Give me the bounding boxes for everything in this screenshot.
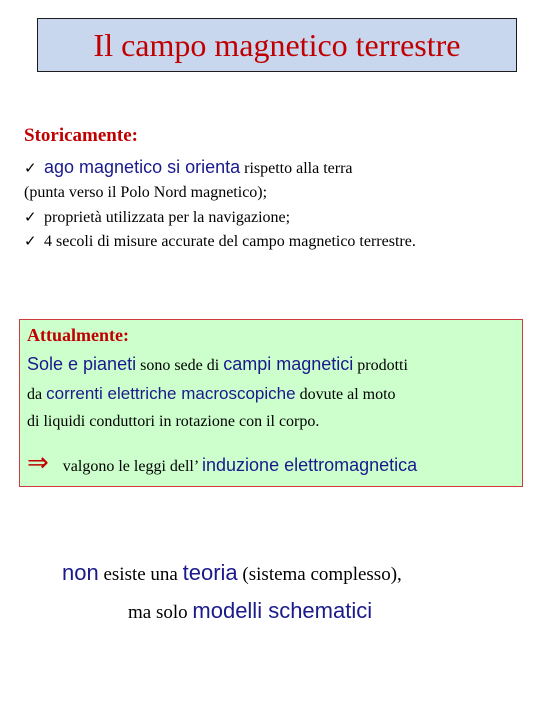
checkmark-icon: ✓: [24, 208, 37, 226]
sun-planets-text: Sole e pianeti: [27, 354, 137, 374]
em-induction-text: induzione elettromagnetica: [202, 455, 418, 475]
current-line-1-b: sono sede di: [140, 357, 220, 374]
current-box: [19, 319, 523, 487]
current-line-2-c: dovute al: [299, 386, 359, 403]
historical-item-1-rest: rispetto alla terra: [244, 160, 353, 177]
historical-item-3: [24, 232, 416, 251]
current-line-1-d: prodotti: [357, 357, 408, 374]
non-text: non: [62, 560, 99, 585]
current-line-4: [27, 448, 417, 478]
conclusion-line-2: [128, 598, 372, 624]
conclusion-line-2-a: ma solo: [128, 602, 188, 623]
implies-arrow-icon: ⇒: [27, 448, 49, 478]
historical-item-1: [24, 157, 353, 178]
macroscopic-currents-text: correnti elettriche macroscopiche: [46, 384, 296, 403]
conclusion-line-1-d: (sistema complesso),: [242, 564, 402, 585]
historical-heading: Storicamente:: [24, 125, 138, 146]
conclusion-line-1: [62, 560, 402, 586]
theory-text: teoria: [182, 560, 238, 585]
checkmark-icon: ✓: [24, 232, 37, 250]
current-line-3: di liquidi conduttori in rotazione con il corpo.: [27, 413, 320, 430]
conclusion-line-1-b: esiste una: [103, 564, 178, 585]
current-line-2-a: da: [27, 386, 43, 403]
magnetic-fields-text: campi magnetici: [223, 354, 354, 374]
current-line-4-a: valgono le leggi dell’: [62, 458, 199, 475]
page-title: Il campo magnetico terrestre: [93, 27, 461, 63]
current-line-2-d: moto: [362, 386, 396, 403]
historical-item-1-cont: (punta verso il Polo Nord magnetico);: [24, 184, 268, 201]
title-box: [37, 18, 517, 72]
compass-needle-text: ago magnetico si orienta: [44, 157, 241, 177]
schematic-models-text: modelli schematici: [192, 598, 373, 623]
historical-item-2: [24, 208, 290, 227]
historical-item-2-text: proprietà utilizzata per la navigazione;: [44, 209, 291, 226]
historical-item-3-text: 4 secoli di misure accurate del campo magnetico terrestre.: [44, 233, 416, 250]
current-heading: Attualmente:: [27, 325, 129, 345]
current-line-2: [27, 384, 396, 404]
checkmark-icon: ✓: [24, 159, 37, 177]
current-line-1: [27, 354, 408, 375]
